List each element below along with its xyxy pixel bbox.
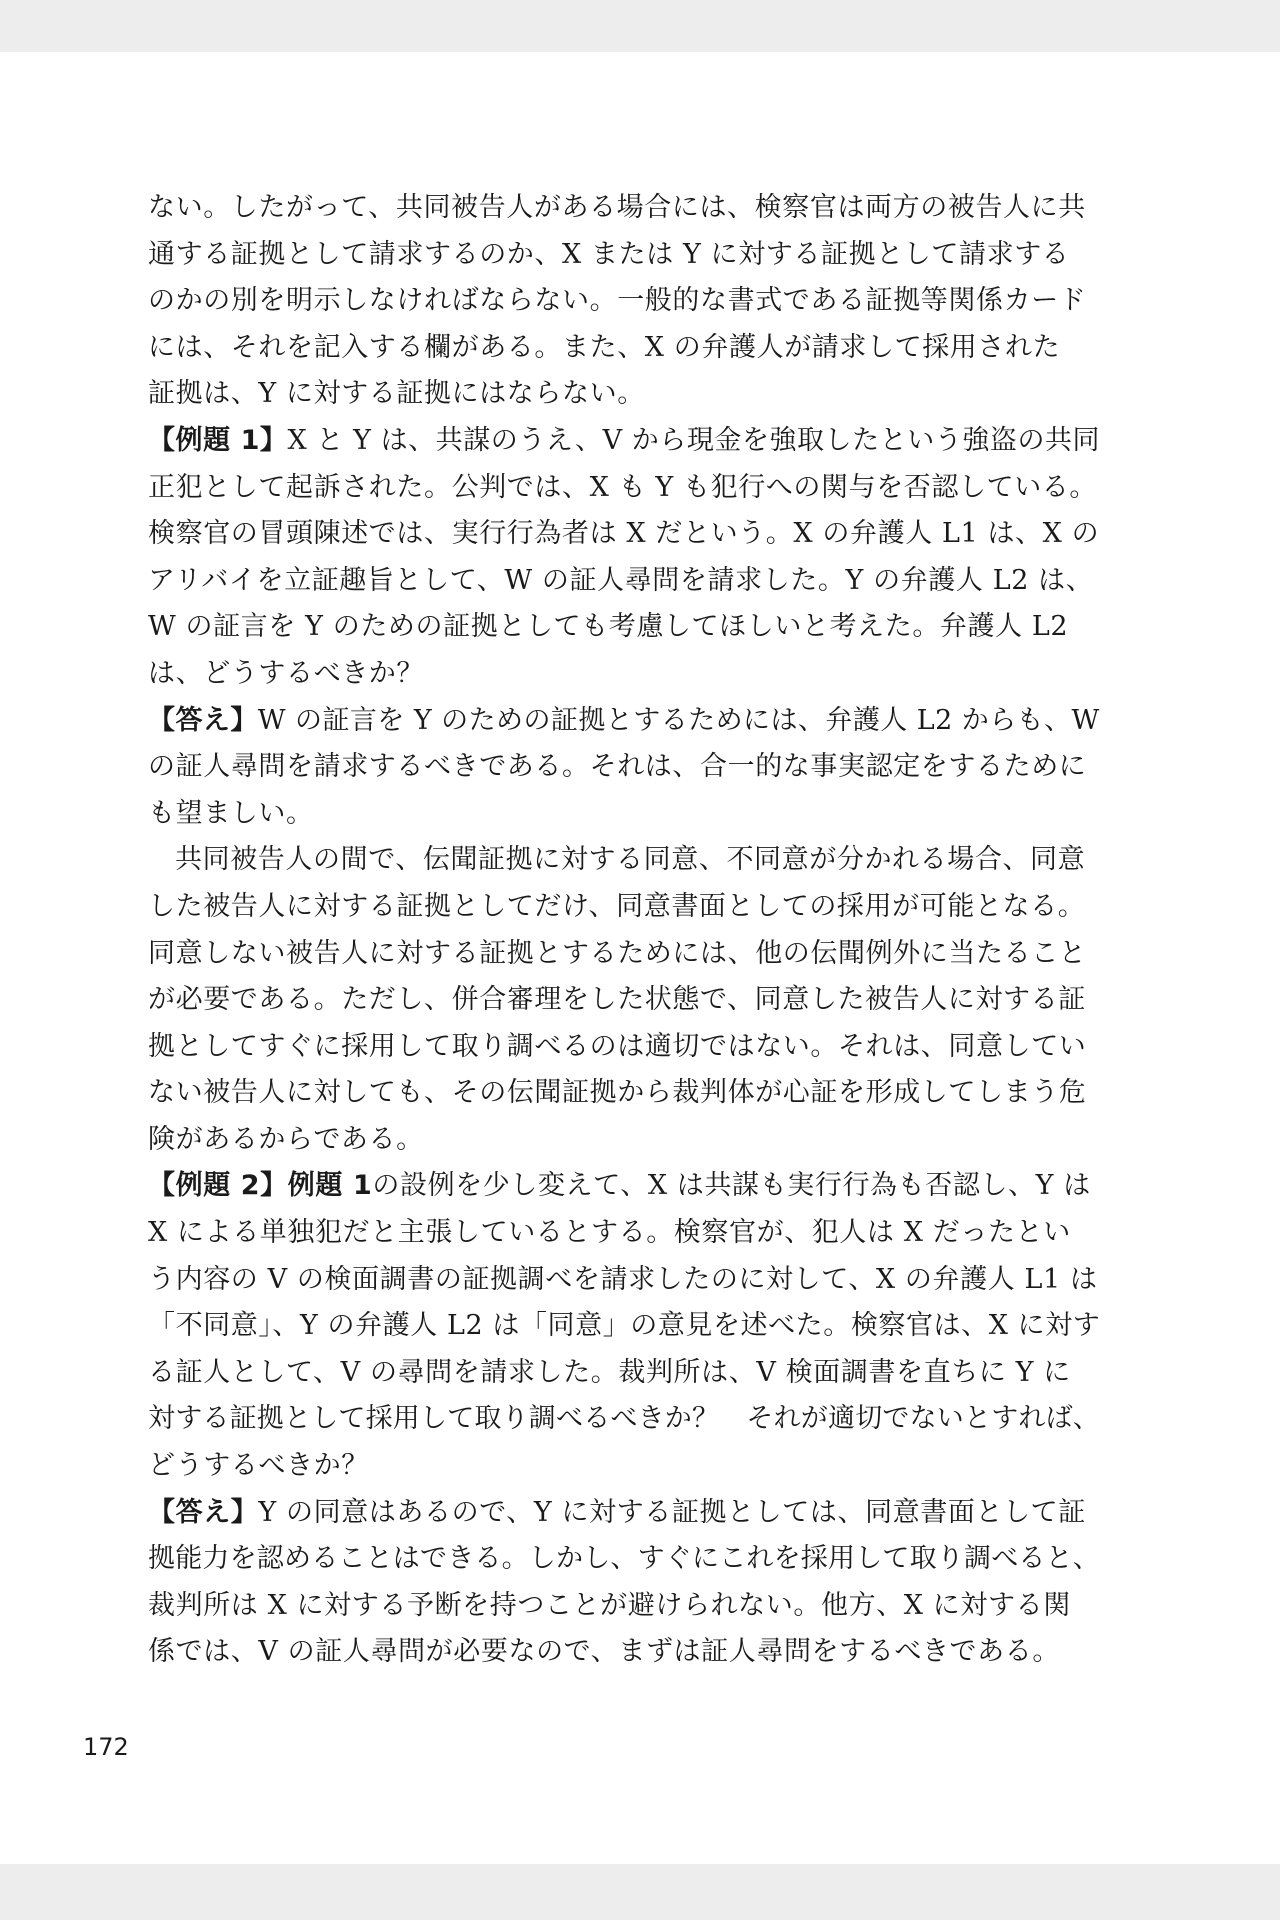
text-line: は、どうするべきか？ [148, 657, 424, 689]
text-line: ない。したがって、共同被告人がある場合には、検察官は両方の被告人に共 [148, 192, 1086, 223]
text-line [148, 1490, 1100, 1537]
text-line: が必要である。ただし、併合審理をした状態で、同意した被告人に対する証 [148, 984, 1086, 1016]
example-2-label: 【例題 2】 [148, 1170, 288, 1202]
text-line: 拠能力を認めることはできる。しかし、すぐにこれを採用して取り調べると、 [148, 1543, 1100, 1575]
paragraph-2 [148, 837, 1100, 1163]
text-line: の証人尋問を請求するべきである。それは、合一的な事実認定をするために [148, 751, 1087, 783]
answer-2-first-line: Y の同意はあるので、Y に対する証拠としては、同意書面として証 [258, 1496, 1086, 1528]
answer-1 [148, 698, 1100, 838]
answer-2-label: 【答え】 [148, 1496, 259, 1528]
text-line: 対する証拠として採用して取り調べるべきか？ それが適切でないとすれば、 [148, 1403, 1100, 1435]
text-line: ない被告人に対しても、その伝聞証拠から裁判体が心証を形成してしまう危 [148, 1077, 1087, 1109]
answer-2 [148, 1490, 1100, 1676]
example-2-first-line: の設例を少し変えて、X は共謀も実行行為も否認し、Y は [372, 1170, 1091, 1202]
example-1-label: 【例題 1】 [148, 424, 288, 456]
example-1 [148, 418, 1100, 698]
text-line: 検察官の冒頭陳述では、実行行為者は X だという。X の弁護人 L1 は、X の [148, 518, 1100, 550]
text-line: 通する証拠として請求するのか、X または Y に対する証拠として請求する [148, 238, 1070, 270]
text-line: る証人として、V の尋問を請求した。裁判所は、V 検面調書を直ちに Y に [148, 1356, 1071, 1388]
page-number: 172 [83, 1733, 129, 1761]
text-line: 正犯として起訴された。公判では、X も Y も犯行への関与を否認している。 [148, 471, 1097, 503]
answer-1-first-line: W の証言を Y のための証拠とするためには、弁護人 L2 からも、W [257, 704, 1100, 736]
text-line: には、それを記入する欄がある。また、X の弁護人が請求して採用された [148, 331, 1061, 363]
text-line: した被告人に対する証拠としてだけ、同意書面としての採用が可能となる。 [148, 890, 1086, 922]
text-line: のかの別を明示しなければならない。一般的な書式である証拠等関係カード [148, 285, 1087, 317]
text-line: 係では、V の証人尋問が必要なので、まずは証人尋問をするべきである。 [148, 1636, 1060, 1668]
page-body [148, 185, 1100, 1676]
text-line: も望ましい。 [148, 797, 314, 829]
example-1-first-line: X と Y は、共謀のうえ、V から現金を強取したという強盗の共同 [287, 424, 1101, 456]
text-line: 「不同意」、Y の弁護人 L2 は「同意」の意見を述べた。検察官は、X に対す [148, 1310, 1101, 1342]
text-line: 共同被告人の間で、伝聞証拠に対する同意、不同意が分かれる場合、同意 [175, 844, 1086, 876]
text-line: う内容の V の検面調書の証拠調べを請求したのに対して、X の弁護人 L1 は [148, 1263, 1098, 1295]
text-line: 拠としてすぐに採用して取り調べるのは適切ではない。それは、同意してい [148, 1030, 1087, 1062]
text-line: W の証言を Y のための証拠としても考慮してほしいと考えた。弁護人 L2 [148, 611, 1069, 643]
text-line [148, 418, 1100, 465]
text-line [148, 1163, 1100, 1210]
intro-paragraph [148, 185, 1100, 418]
text-line: どうするべきか？ [148, 1450, 369, 1482]
example-2 [148, 1163, 1100, 1489]
text-line: アリバイを立証趣旨として、W の証人尋問を請求した。Y の弁護人 L2 は、 [148, 564, 1094, 596]
text-line: X による単独犯だと主張しているとする。検察官が、犯人は X だったとい [148, 1217, 1071, 1249]
text-line: 裁判所は X に対する予断を持つことが避けられない。他方、X に対する関 [148, 1589, 1071, 1621]
text-line: 険があるからである。 [148, 1123, 424, 1155]
answer-1-label: 【答え】 [148, 704, 258, 736]
text-line: 同意しない被告人に対する証拠とするためには、他の伝聞例外に当たること [148, 937, 1087, 969]
example-2-ref: 例題 1 [287, 1170, 373, 1202]
text-line [148, 698, 1100, 745]
book-page [0, 52, 1280, 1864]
text-line: 証拠は、Y に対する証拠にはならない。 [148, 378, 645, 410]
